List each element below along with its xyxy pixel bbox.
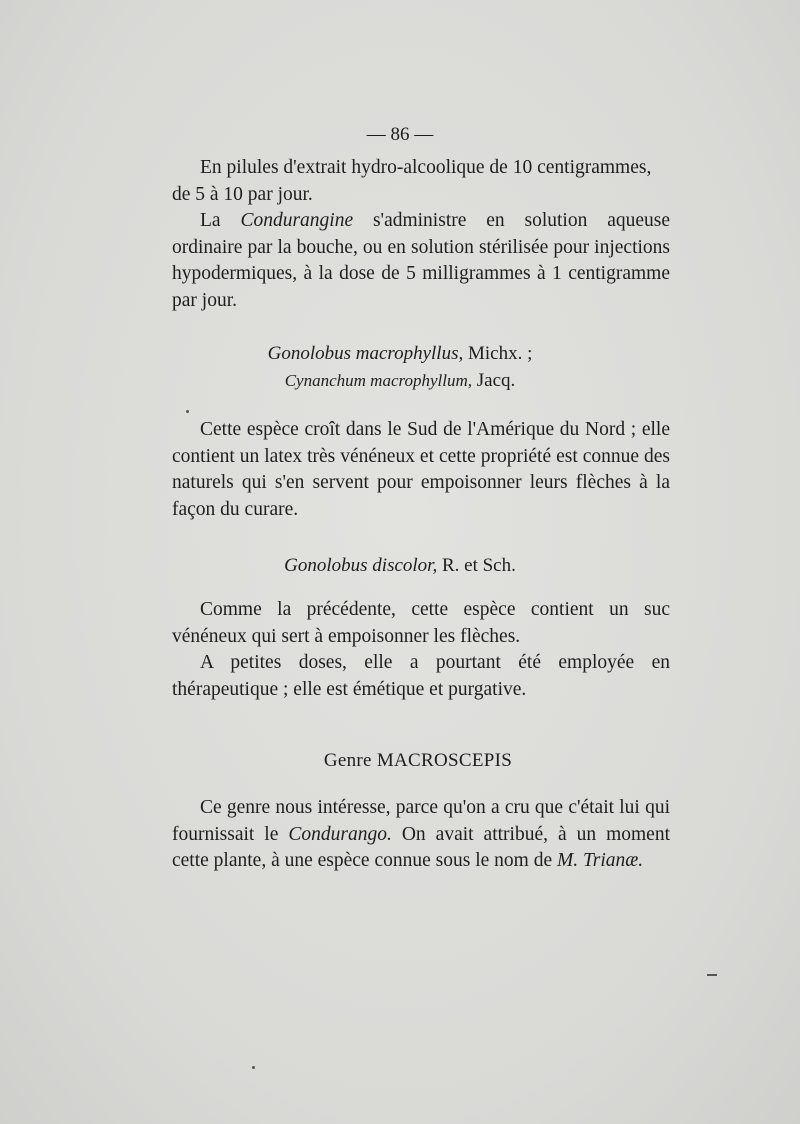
- species-author-r-sch: R. et Sch.: [437, 555, 516, 576]
- genre-heading: Genre MACROSCEPIS: [323, 750, 513, 771]
- paragraph-pills: [172, 155, 670, 208]
- term-m-trianae: M. Trianæ.: [556, 850, 644, 871]
- scan-speck: [186, 410, 189, 413]
- synonym-name-cynanchum: Cynanchum macrophyllum,: [284, 371, 473, 390]
- paragraph-latex: Cette espèce croît dans le Sud de l'Amérique du Nord ; elle contient un latex très vénéneux et cette propriété est connue des naturels qui s'en servent pour empoisonner leurs flèches à la façon du curare.: [172, 419, 670, 520]
- species-author-michx: Michx. ;: [463, 343, 533, 364]
- species-name-discolor: Gonolobus discolor,: [284, 555, 438, 576]
- paragraph-genre-middle: On avait attribué, à un moment cette plante, à une espèce connue sous le nom de: [172, 823, 670, 871]
- paragraph-condurangine-start: La: [200, 210, 241, 231]
- paragraph-condurangine: [172, 208, 670, 314]
- paragraph-genre-start: Ce genre nous intéresse, parce qu'on a cru que c'était lui qui fournissait le: [172, 797, 670, 845]
- scan-mark: [707, 974, 717, 976]
- page-number: — 86 —: [366, 124, 434, 145]
- species-heading-macrophyllus: [0, 343, 800, 365]
- term-condurangine: Condurangine: [240, 210, 354, 231]
- species-synonym-cynanchum: [0, 370, 800, 392]
- paragraph-genre: [172, 795, 670, 875]
- species-heading-discolor: [0, 555, 800, 577]
- paragraph-pills-line-1: En pilules d'extrait hydro-alcoolique de 10 centigrammes,: [200, 157, 652, 178]
- paragraph-pills-line-2: de 5 à 10 par jour.: [172, 183, 313, 205]
- paragraph-petites-doses: A petites doses, elle a pourtant été employée en thérapeutique ; elle est émétique et purgative.: [172, 652, 670, 700]
- paragraph-comme: Comme la précédente, cette espèce contient un suc vénéneux qui sert à empoisonner les flèches.: [172, 599, 670, 647]
- species-name-macrophyllus: Gonolobus macrophyllus,: [267, 343, 464, 364]
- synonym-author-jacq: Jacq.: [472, 370, 516, 391]
- paragraph-condurangine-rest: s'administre en solution aqueuse ordinaire par la bouche, ou en solution stérilisée pour injections hypodermiques, à la dose de 5 milligrammes à 1 centigramme par jour.: [172, 210, 671, 311]
- scan-speck: [252, 1066, 255, 1069]
- term-condurango: Condurango.: [288, 823, 392, 845]
